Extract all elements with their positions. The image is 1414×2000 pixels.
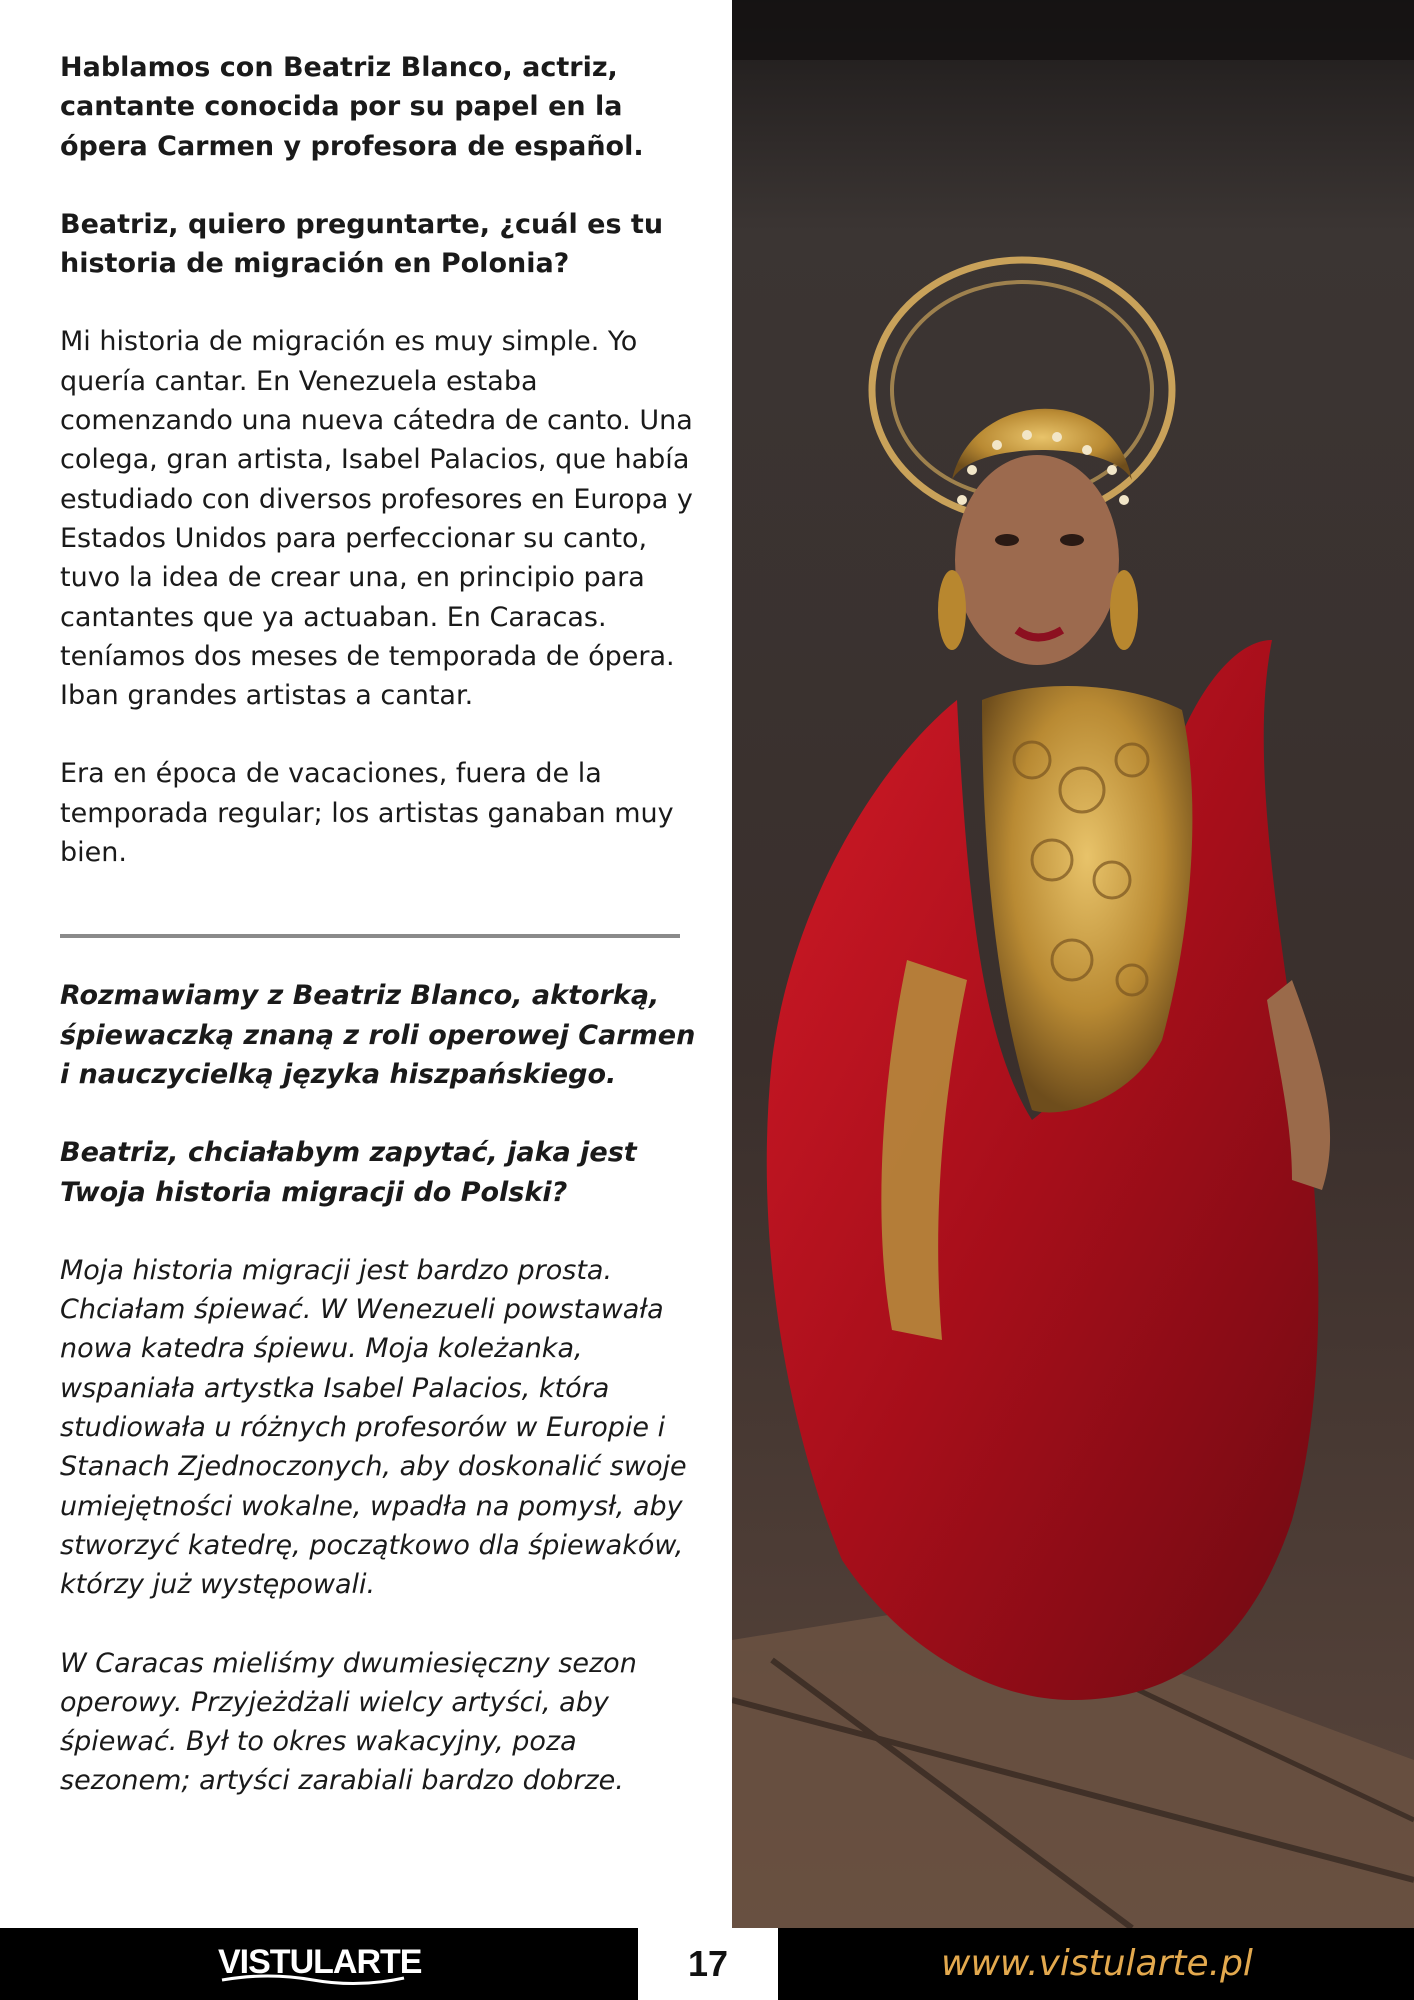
- spanish-answer-1: Mi historia de migración es muy simple. Yo quería cantar. En Venezuela estaba comenzando una nueva cátedra de canto. Una colega, gran artista, Isabel Palacios, que había estudiado con diversos profesores en Europa y Estados Unidos para perfeccionar su canto, tuvo la idea de crear una, en principio para cantantes que ya actuaban. En Caracas. teníamos dos meses de temporada de ópera. Iban grandes artistas a cantar.: [60, 326, 693, 712]
- polish-answer-1: Moja historia migracji jest bardzo prosta. Chciałam śpiewać. W Wenezueli powstawała nowa katedra śpiewu. Moja koleżanka, wspaniała artystka Isabel Palacios, która studiowała u różnych profesorów w Europie i Stanach Zjednoczonych, aby doskonalić swoje umiejętności wokalne, wpadła na pomysł, aby stworzyć katedrę, początkowo dla śpiewaków, którzy już występowali.: [60, 1254, 687, 1601]
- vistularte-logo[interactable]: [218, 1942, 422, 1986]
- spanish-question: Beatriz, quiero preguntarte, ¿cuál es tu historia de migración en Polonia?: [60, 208, 664, 280]
- article-text: [60, 48, 710, 1801]
- footer-bar: [0, 1928, 1414, 2000]
- website-link[interactable]: www.vistularte.pl: [941, 1943, 1253, 1984]
- spanish-answer-2: Era en época de vacaciones, fuera de la temporada regular; los artistas ganaban muy bien.: [60, 758, 674, 869]
- logo-wave-icon: [218, 1942, 422, 1986]
- polish-answer-2: W Caracas mieliśmy dwumiesięczny sezon operowy. Przyjeżdżali wielcy artyści, aby śpiewać. Był to okres wakacyjny, poza sezonem; artyści zarabiali bardzo dobrze.: [60, 1647, 637, 1797]
- polish-question: Beatriz, chciałabym zapytać, jaka jest Twoja historia migracji do Polski?: [60, 1137, 637, 1208]
- logo-text: VISTULARTE: [218, 1943, 422, 1981]
- language-divider: [60, 934, 680, 938]
- page-number: 17: [638, 1928, 778, 2000]
- portrait-photo: [732, 0, 1414, 1928]
- costume-illustration: [732, 0, 1414, 1928]
- spanish-intro: Hablamos con Beatriz Blanco, actriz, cantante conocida por su papel en la ópera Carmen y profesora de español.: [60, 52, 644, 162]
- polish-intro: Rozmawiamy z Beatriz Blanco, aktorką, śpiewaczką znaną z roli operowej Carmen i nauczycielką języka hiszpańskiego.: [60, 980, 696, 1090]
